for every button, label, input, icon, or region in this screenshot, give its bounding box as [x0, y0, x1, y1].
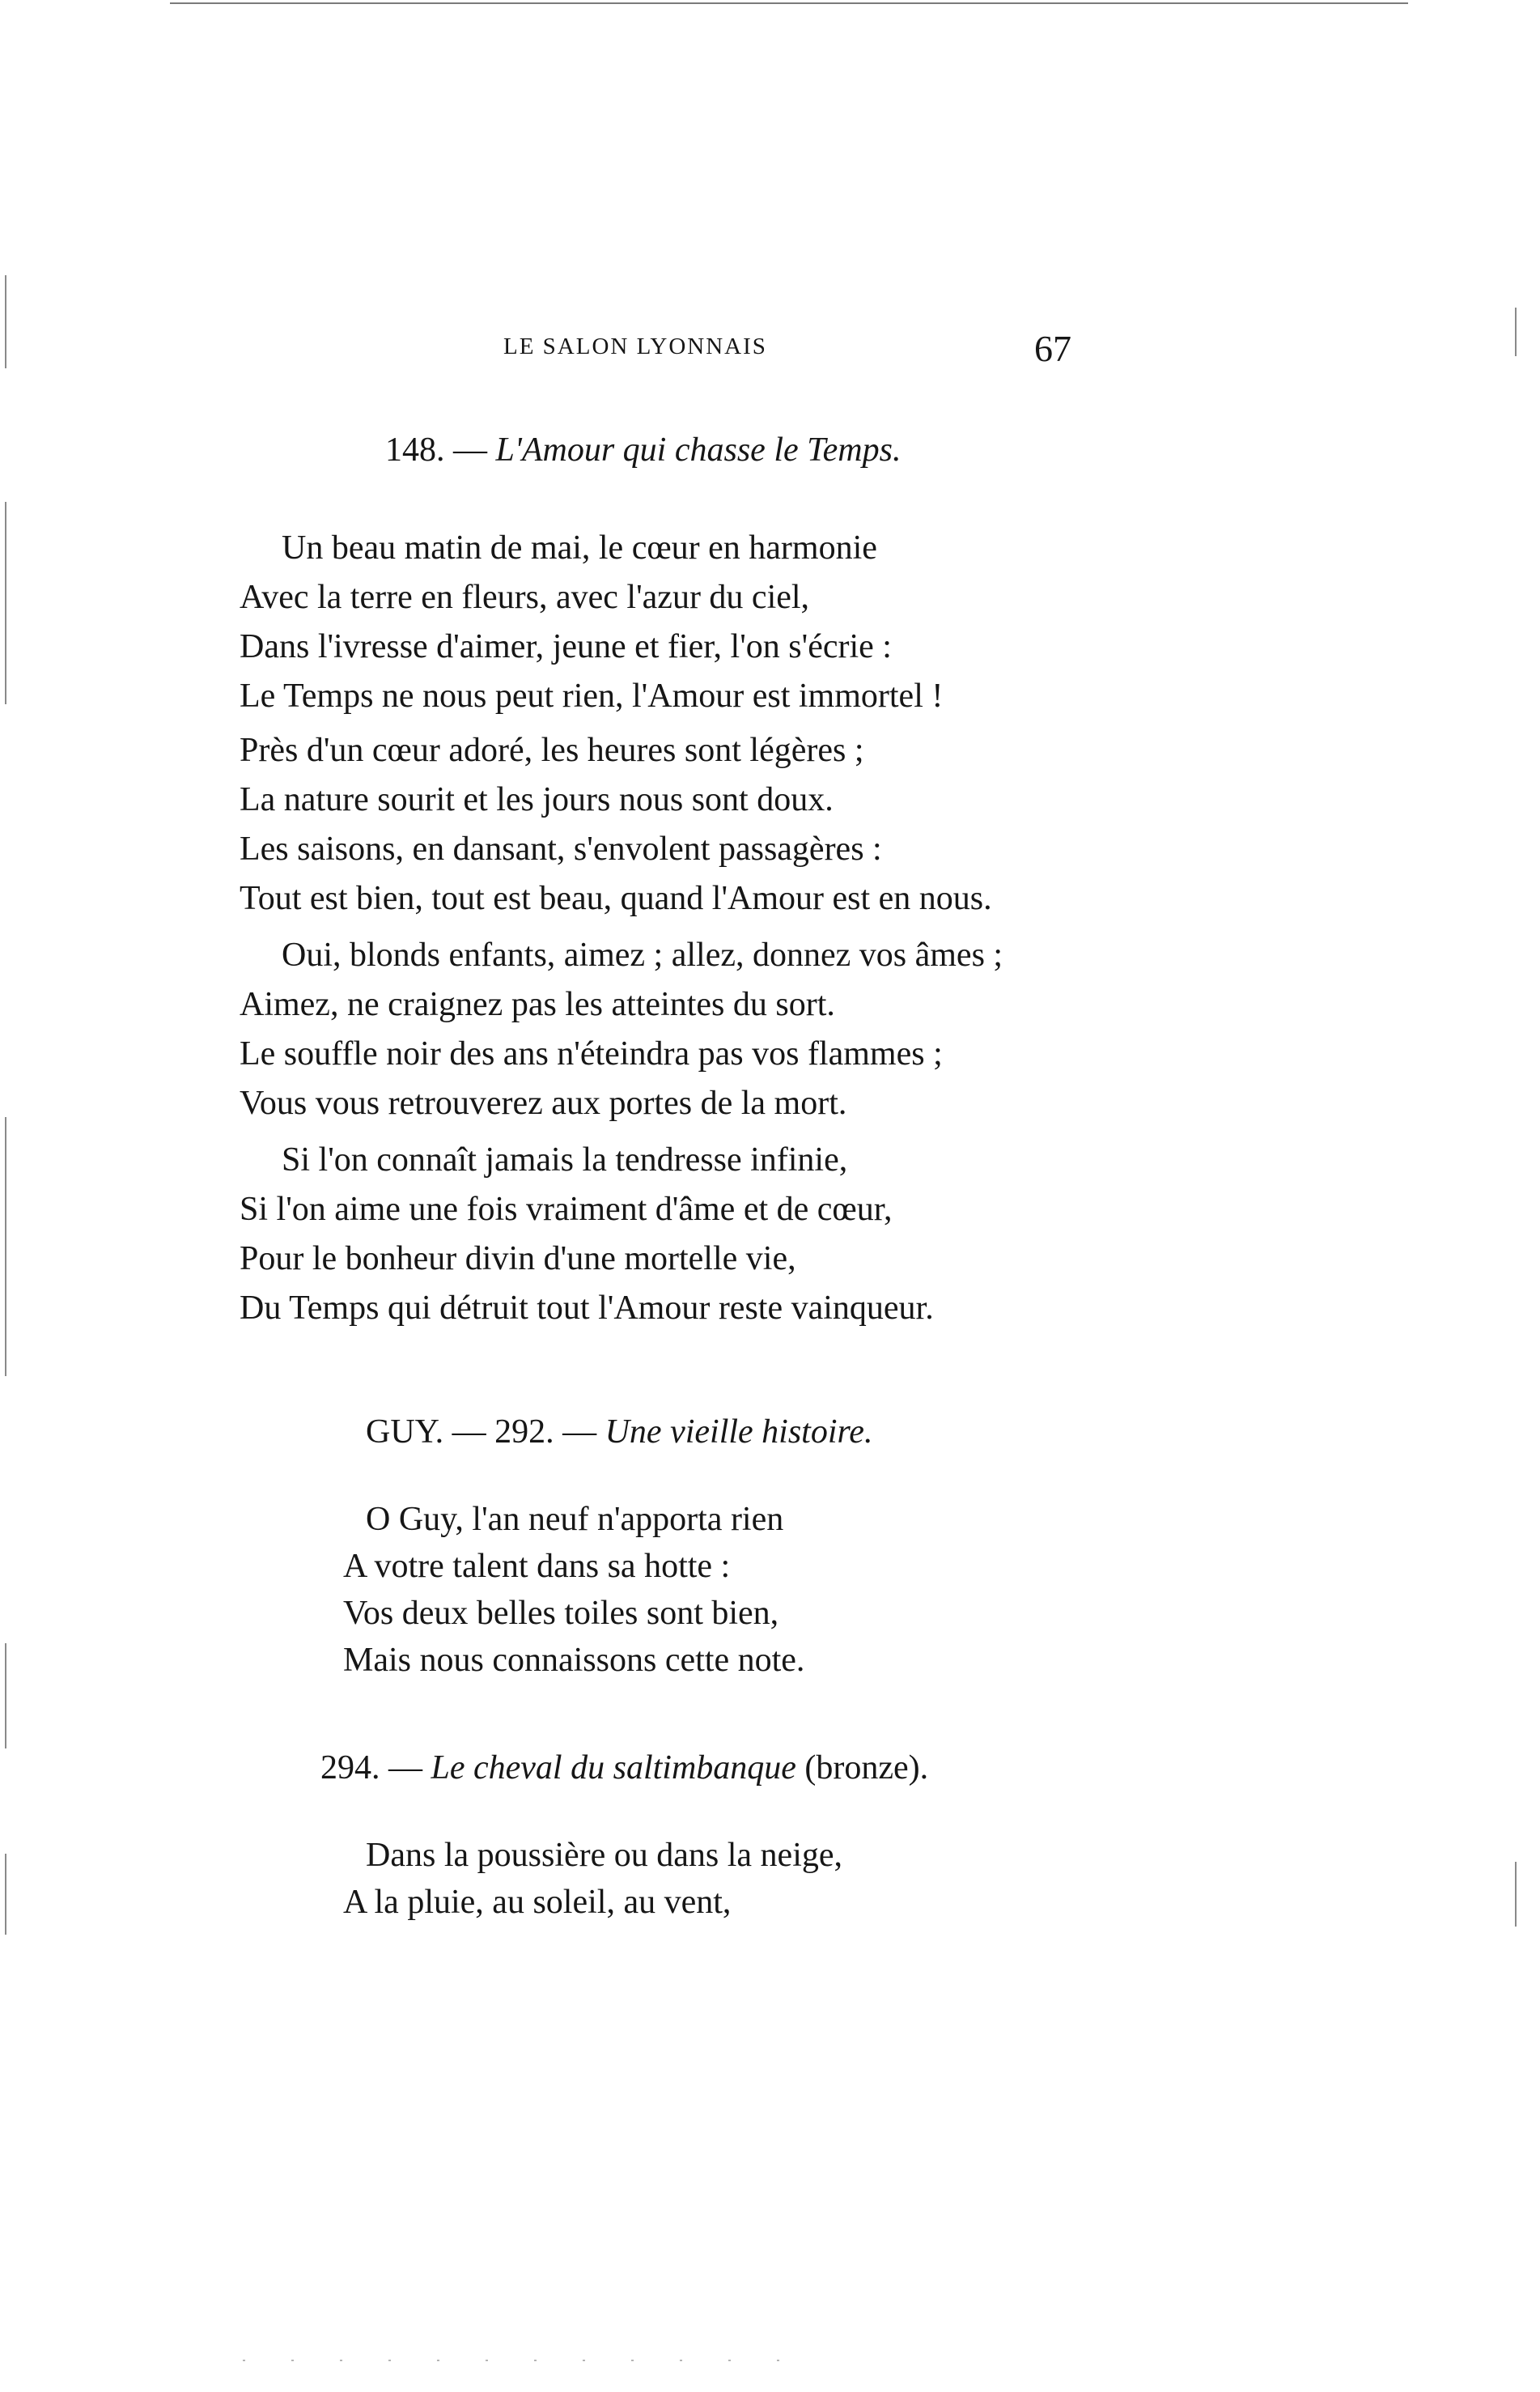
entry-number: 294. [320, 1749, 380, 1787]
stanza [240, 726, 1130, 924]
entry-title: L'Amour qui chasse le Temps. [495, 431, 902, 469]
entry-title: Le cheval du saltimbanque [431, 1749, 796, 1787]
poem-line: Un beau matin de mai, le cœur en harmonie [282, 529, 877, 567]
poem-line: Aimez, ne craignez pas les atteintes du sort. [240, 986, 835, 1023]
margin-line [5, 1117, 6, 1376]
dash: — [562, 1413, 597, 1451]
margin-line [5, 275, 6, 368]
entry-title: Une vieille histoire. [605, 1413, 873, 1451]
poem-line: Le Temps ne nous peut rien, l'Amour est immortel ! [240, 678, 944, 715]
poem-line: Oui, blonds enfants, aimez ; allez, donnez vos âmes ; [282, 937, 1003, 974]
poem-line: Vous vous retrouverez aux portes de la mort. [240, 1085, 847, 1122]
poem-line: A votre talent dans sa hotte : [343, 1548, 731, 1585]
poem-line: Mais nous connaissons cette note. [343, 1642, 805, 1679]
dash: — [452, 1413, 486, 1451]
poem-line: Tout est bien, tout est beau, quand l'Amour est en nous. [240, 880, 992, 917]
poem-line: Près d'un cœur adoré, les heures sont légères ; [240, 732, 864, 769]
poem-line: Vos deux belles toiles sont bien, [343, 1595, 779, 1632]
poem-line: Dans la poussière ou dans la neige, [366, 1837, 843, 1874]
poem-line: Du Temps qui détruit tout l'Amour reste vainqueur. [240, 1289, 934, 1327]
entry-number: 148. [385, 431, 445, 469]
poem-line: O Guy, l'an neuf n'apporta rien [366, 1501, 784, 1538]
stanza [343, 1496, 1233, 1684]
margin-line [5, 502, 6, 704]
dash: — [388, 1749, 422, 1787]
margin-line [5, 1643, 6, 1748]
poem-line: Si l'on connaît jamais la tendresse infinie, [282, 1141, 848, 1179]
margin-line [5, 1854, 6, 1935]
poem-line: Pour le bonheur divin d'une mortelle vie, [240, 1240, 796, 1277]
entry-suffix: (bronze). [804, 1749, 929, 1787]
running-title: LE SALON LYONNAIS [503, 334, 767, 359]
poem-line: A la pluie, au soleil, au vent, [343, 1884, 732, 1921]
poem-line: Si l'on aime une fois vraiment d'âme et de cœur, [240, 1191, 893, 1228]
stanza [240, 524, 1130, 721]
poem-line: La nature sourit et les jours nous sont doux. [240, 781, 834, 818]
section-heading-294 [320, 1748, 928, 1787]
section-heading-292 [366, 1413, 872, 1451]
entry-number: 292. [494, 1413, 554, 1451]
stanza [343, 1832, 1233, 1926]
poem-line: Le souffle noir des ans n'éteindra pas vos flammes ; [240, 1035, 943, 1073]
poem-line: Avec la terre en fleurs, avec l'azur du ciel, [240, 579, 810, 616]
page-number: 67 [1034, 328, 1071, 369]
section-heading-148 [385, 431, 901, 469]
stanza [240, 931, 1130, 1128]
margin-line [1515, 308, 1517, 356]
top-edge-rule [170, 2, 1408, 4]
bottom-scan-speckles [243, 2360, 809, 2361]
margin-line [1515, 1862, 1517, 1927]
author-name: GUY. [366, 1413, 444, 1451]
dash: — [453, 431, 487, 469]
poem-line: Les saisons, en dansant, s'envolent passagères : [240, 831, 882, 868]
stanza [240, 1136, 1130, 1333]
poem-line: Dans l'ivresse d'aimer, jeune et fier, l'on s'écrie : [240, 628, 892, 665]
